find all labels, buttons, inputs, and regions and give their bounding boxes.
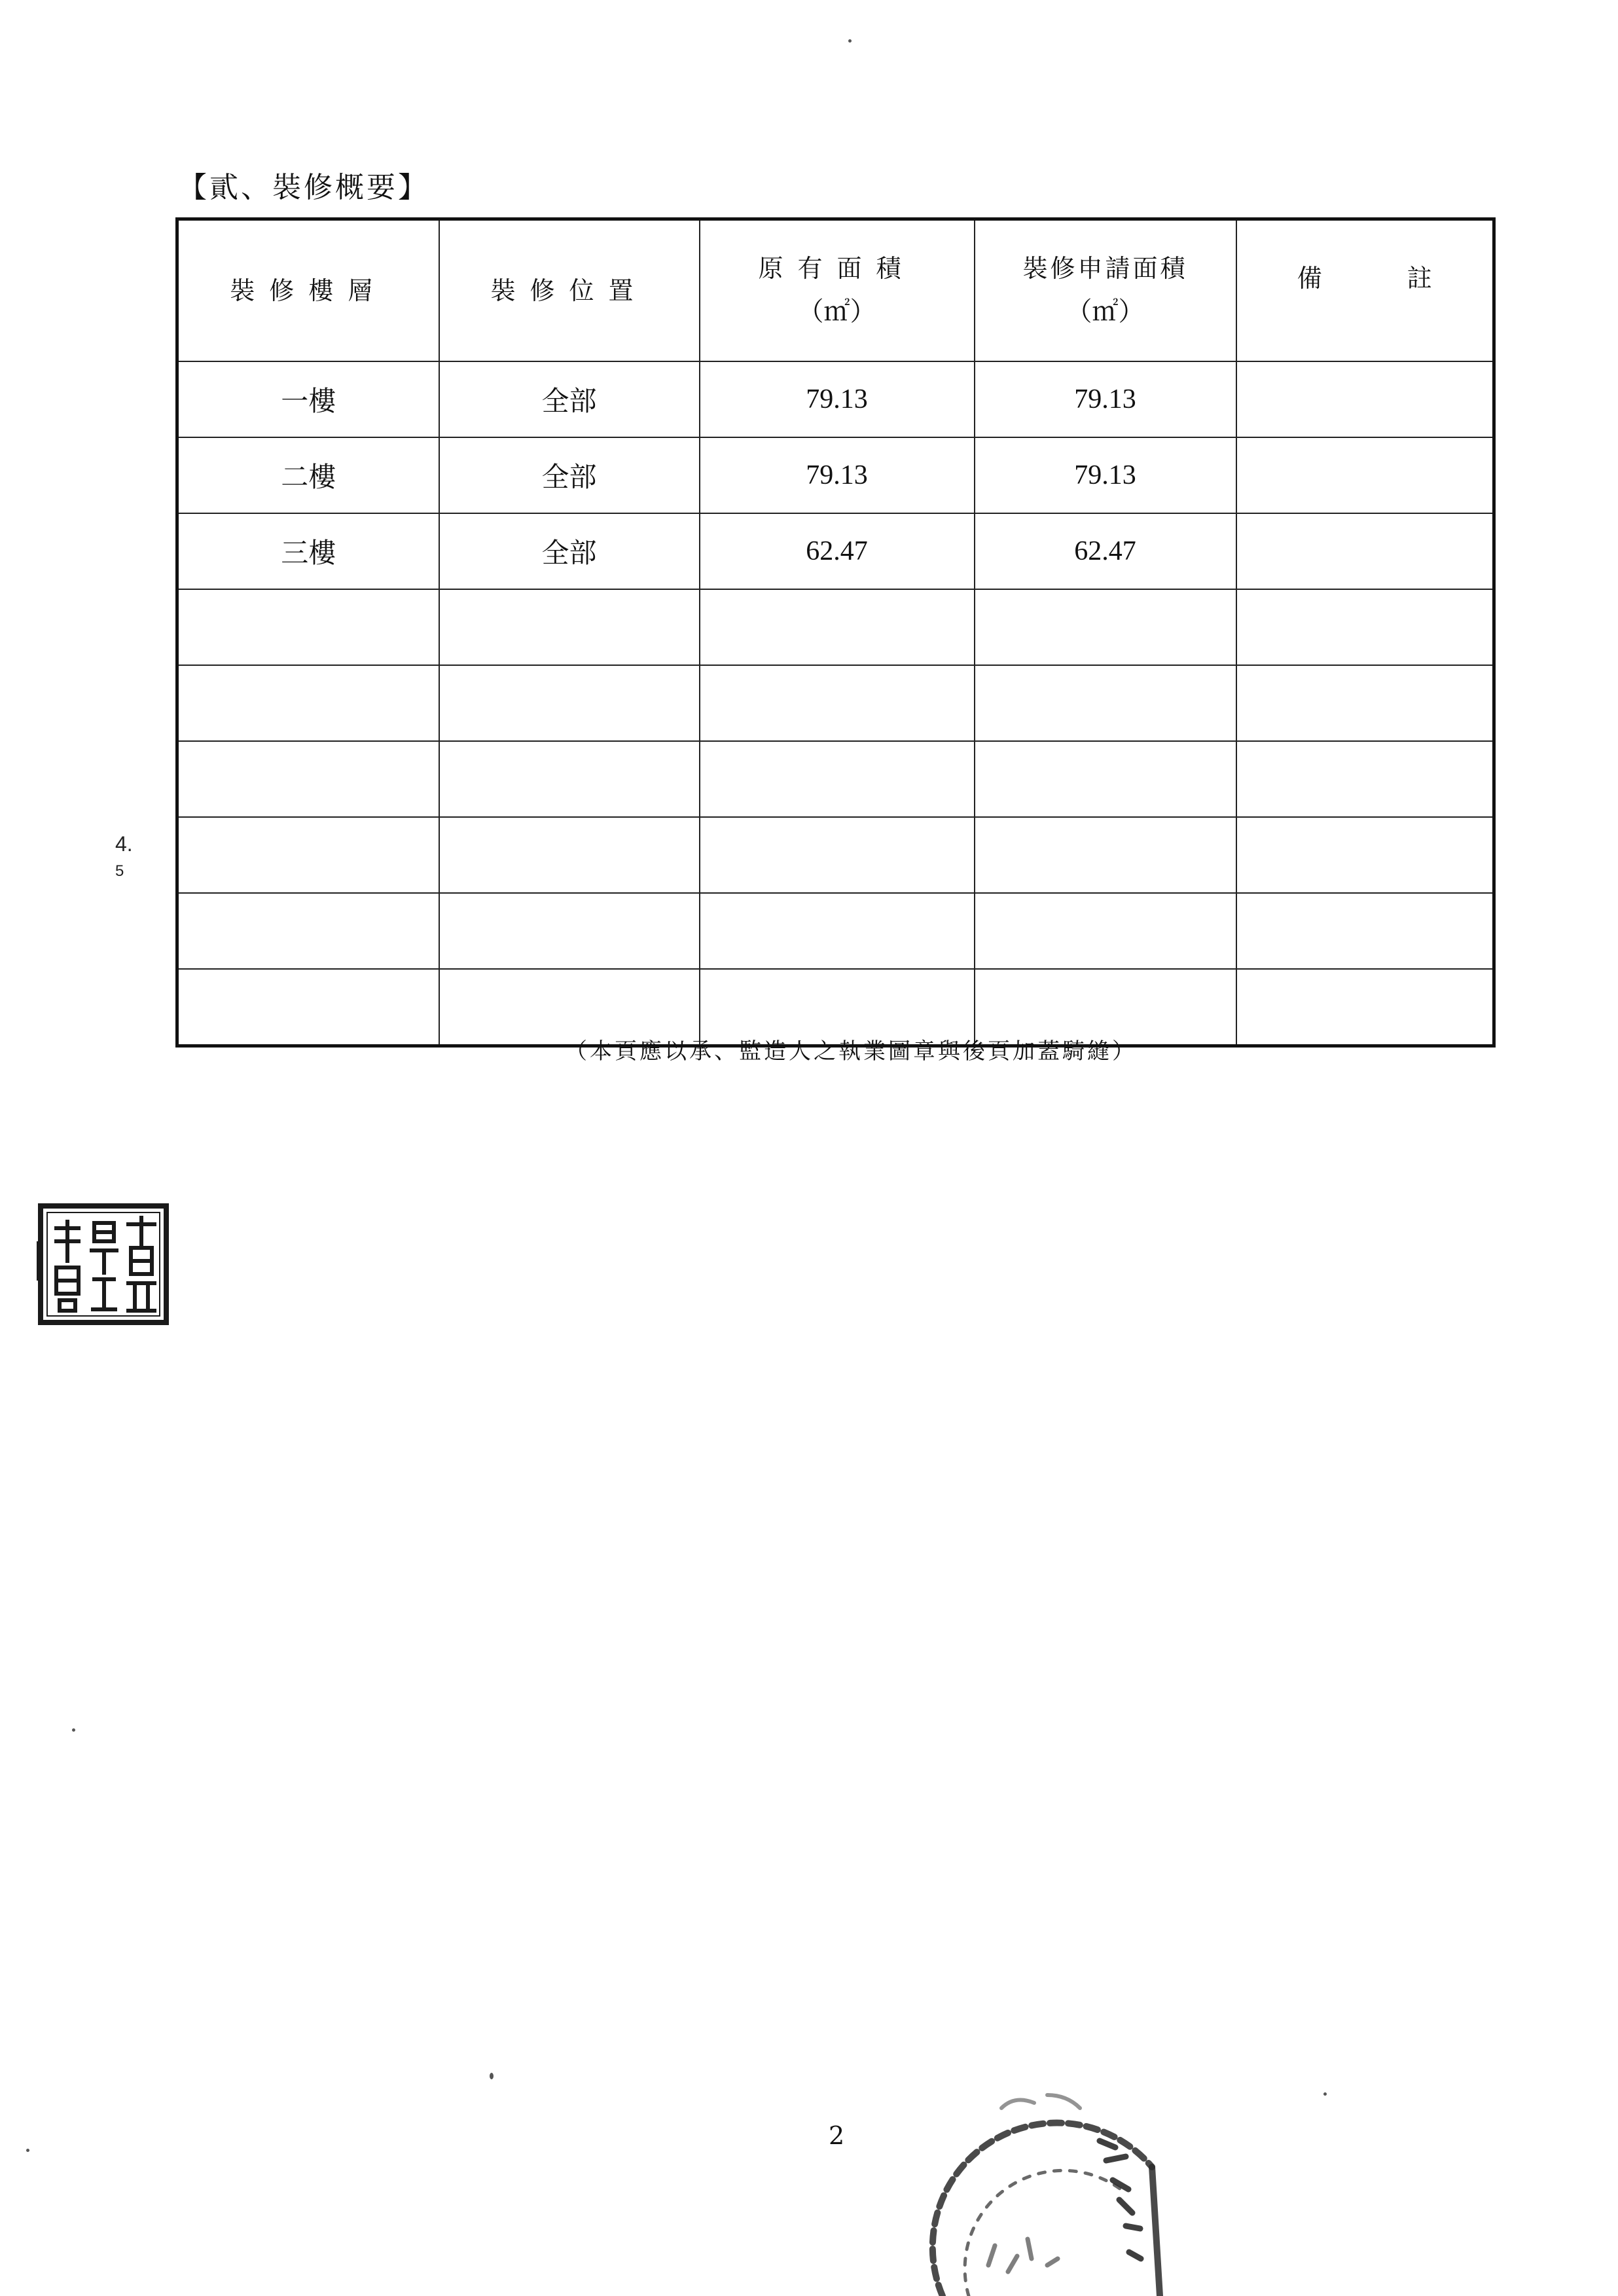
cell-remark bbox=[1236, 817, 1494, 893]
scan-speck bbox=[26, 2149, 29, 2152]
table-row bbox=[177, 513, 1494, 589]
header-original-area: 原有面積 （㎡） bbox=[700, 219, 975, 362]
header-applied-area: 裝修申請面積 （㎡） bbox=[975, 219, 1236, 362]
cell-original-area: 62.47 bbox=[700, 513, 975, 589]
cell-floor bbox=[177, 665, 439, 741]
table-row bbox=[177, 437, 1494, 513]
cell-original-area bbox=[700, 741, 975, 817]
cell-remark bbox=[1236, 665, 1494, 741]
table-row bbox=[177, 893, 1494, 969]
renovation-summary-table bbox=[175, 217, 1496, 1048]
scan-speck bbox=[490, 2073, 494, 2079]
cell-applied-area bbox=[975, 893, 1236, 969]
cell-original-area bbox=[700, 893, 975, 969]
cell-location bbox=[439, 893, 700, 969]
cell-floor bbox=[177, 893, 439, 969]
cell-remark bbox=[1236, 741, 1494, 817]
cell-floor bbox=[177, 817, 439, 893]
cell-location bbox=[439, 817, 700, 893]
table-row bbox=[177, 589, 1494, 665]
scan-speck bbox=[1323, 2092, 1327, 2096]
cell-applied-area bbox=[975, 665, 1236, 741]
cell-floor: 三樓 bbox=[177, 513, 439, 589]
cell-applied-area bbox=[975, 589, 1236, 665]
cell-floor bbox=[177, 589, 439, 665]
cell-applied-area: 79.13 bbox=[975, 437, 1236, 513]
section-title: 【貳、裝修概要】 bbox=[178, 171, 429, 204]
cell-original-area bbox=[700, 665, 975, 741]
margin-mark bbox=[115, 830, 133, 885]
cell-applied-area: 79.13 bbox=[975, 361, 1236, 437]
cell-remark bbox=[1236, 893, 1494, 969]
cell-remark bbox=[1236, 969, 1494, 1046]
cell-original-area: 79.13 bbox=[700, 361, 975, 437]
header-floor: 裝修樓層 bbox=[177, 219, 439, 362]
scan-speck bbox=[72, 1728, 75, 1732]
cell-original-area bbox=[700, 817, 975, 893]
margin-mark-line1: 4. bbox=[115, 832, 133, 856]
cell-floor bbox=[177, 969, 439, 1046]
cell-remark bbox=[1236, 437, 1494, 513]
cell-applied-area bbox=[975, 817, 1236, 893]
cell-location: 全部 bbox=[439, 437, 700, 513]
table-row bbox=[177, 665, 1494, 741]
cell-floor bbox=[177, 741, 439, 817]
header-remark: 備 註 bbox=[1236, 219, 1494, 362]
cell-applied-area: 62.47 bbox=[975, 513, 1236, 589]
table-row bbox=[177, 361, 1494, 437]
cell-location bbox=[439, 665, 700, 741]
cell-original-area: 79.13 bbox=[700, 437, 975, 513]
cell-remark bbox=[1236, 589, 1494, 665]
header-applied-area-unit: （㎡） bbox=[1066, 297, 1145, 327]
square-seal-icon bbox=[37, 1202, 170, 1326]
cell-location bbox=[439, 741, 700, 817]
scan-speck bbox=[848, 39, 852, 43]
table-body bbox=[177, 361, 1494, 1046]
cell-floor: 二樓 bbox=[177, 437, 439, 513]
table-row bbox=[177, 741, 1494, 817]
cell-location: 全部 bbox=[439, 513, 700, 589]
table-row bbox=[177, 817, 1494, 893]
round-stamp-icon bbox=[903, 2069, 1191, 2296]
margin-mark-line2: 5 bbox=[115, 862, 124, 880]
cell-floor: 一樓 bbox=[177, 361, 439, 437]
seal-instruction-note: （本頁應以承、監造人之執業圖章與後頁加蓋騎縫） bbox=[565, 1038, 1137, 1065]
cell-location bbox=[439, 589, 700, 665]
cell-applied-area bbox=[975, 741, 1236, 817]
cell-remark bbox=[1236, 513, 1494, 589]
table-header-row bbox=[177, 219, 1494, 362]
cell-remark bbox=[1236, 361, 1494, 437]
page-number: 2 bbox=[829, 2121, 845, 2150]
cell-original-area bbox=[700, 589, 975, 665]
header-original-area-unit: （㎡） bbox=[797, 297, 876, 327]
header-location: 裝修位置 bbox=[439, 219, 700, 362]
cell-location: 全部 bbox=[439, 361, 700, 437]
